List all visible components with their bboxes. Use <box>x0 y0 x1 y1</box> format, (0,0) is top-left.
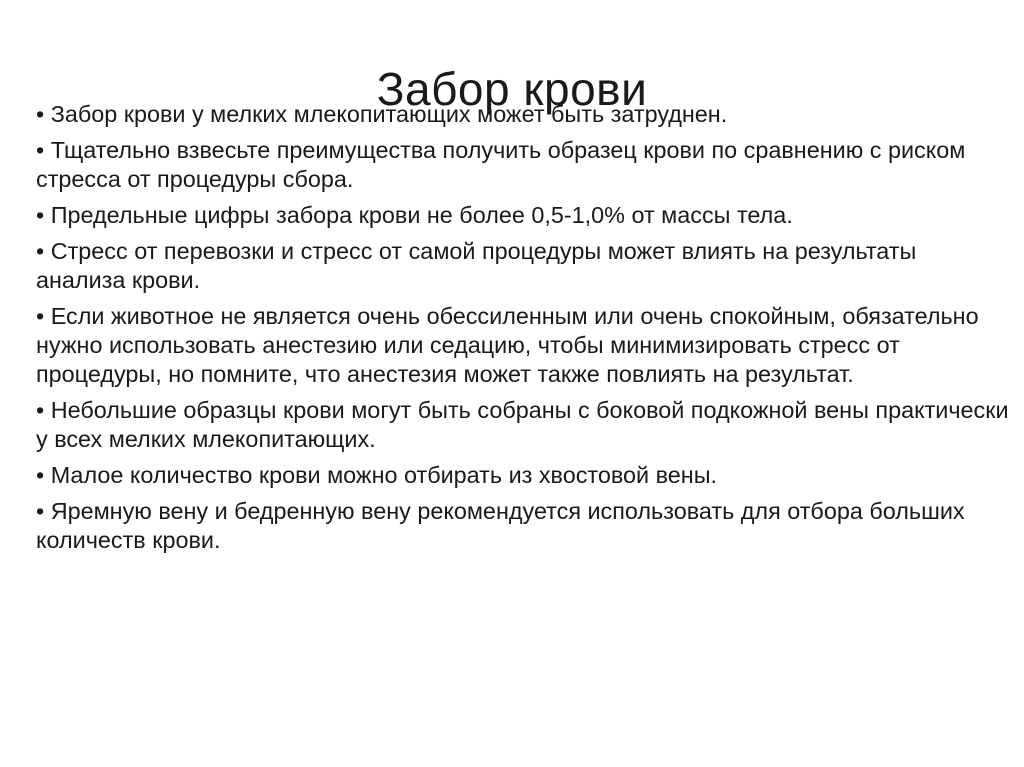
slide-title: Забор крови <box>376 62 648 115</box>
bullet-item: • Предельные цифры забора крови не более 0,5-1,0% от массы тела. <box>36 202 793 228</box>
bullet-item: • Небольшие образцы крови могут быть собраны с боковой подкожной вены практически у всех мелких млекопитающих. <box>36 397 1009 452</box>
bullet-item: • Стресс от перевозки и стресс от самой процедуры может влиять на результаты анализа крови. <box>36 238 917 293</box>
bullet-item: • Малое количество крови можно отбирать из хвостовой вены. <box>36 462 718 488</box>
bullet-item: • Забор крови у мелких млекопитающих может быть затруднен. <box>36 101 728 127</box>
bullet-item: • Тщательно взвесьте преимущества получить образец крови по сравнению с риском стресса от процедуры сбора. <box>36 137 966 192</box>
bullet-item: • Яремную вену и бедренную вену рекомендуется использовать для отбора больших количеств крови. <box>36 498 965 553</box>
bullet-item: • Если животное не является очень обессиленным или очень спокойным, обязательно нужно использовать анестезию или седацию, чтобы минимизировать стресс от процедуры, но помните, что анестезия может также повлиять на результат. <box>36 303 979 387</box>
bullet-list <box>36 100 1011 562</box>
